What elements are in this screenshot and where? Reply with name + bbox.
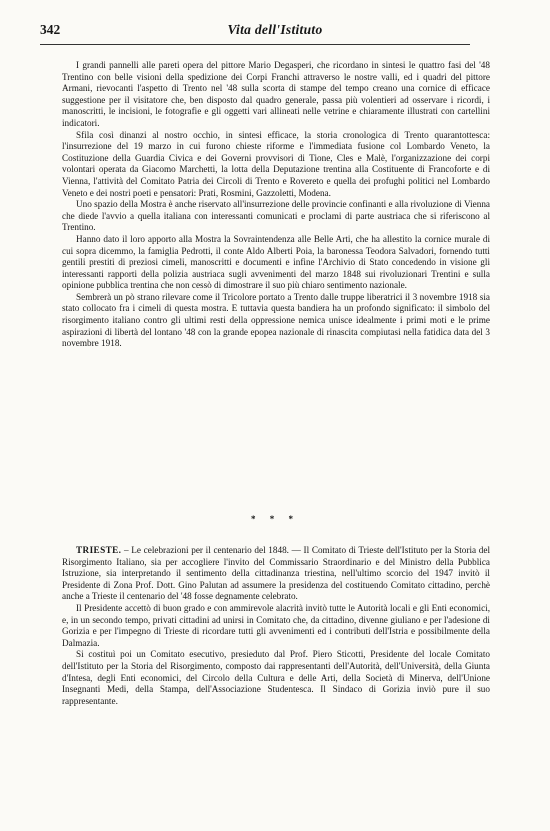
paragraph: Uno spazio della Mostra è anche riservato all'insurrezione delle provincie confinanti e alla rivoluzione di Vienna che diede l'avvio a quella italiana con interessanti comunicati e proclami di parte austriaca che si riferiscono al Trentino. — [62, 199, 490, 233]
paragraph: I grandi pannelli alle pareti opera del pittore Mario Degasperi, che ricordano in sintesi le quattro fasi del '48 Trentino con belle visioni della spedizione dei Corpi Franchi attraverso le nostre valli, ed i quadri del pittore Armani, rievocanti l'aspetto di Trento nel '48 sulla scorta di stampe del tempo creano una cornice di efficace suggestione per il visitatore che, ben disposto dal quadro generale, passa più volentieri ad osservare i ricordi, i manoscritti, le incisioni, le fotografie e gli oggetti vari allineati nelle vetrine e chiaramente illustrati con cartellini indicatori. — [62, 60, 490, 128]
page-number: 342 — [40, 22, 61, 37]
section-trieste — [62, 545, 490, 707]
paragraph: Sfila così dinanzi al nostro occhio, in sintesi efficace, la storia cronologica di Trento quarantottesca: l'insurrezione del 19 marzo in cui furono chieste riforme e l'immediata fusione col Lombardo Veneto, la Costituzione della Guardia Civica e dei Governi provvisori di Tione, Cles e Malè, l'organizzazione dei corpi volontari operata da Giacomo Marchetti, la lotta della Deputazione trentina alla Costituente di Francoforte e di Vienna, l'attività del Comitato Patria dei Circoli di Trento e Rovereto e quella dei profughi politici nel Lombardo Veneto e dei nostri poeti e pensatori: Prati, Rosmini, Gazzoletti, Modena. — [62, 129, 490, 198]
section-separator: * * * — [251, 514, 299, 524]
paragraph: Il Presidente accettò di buon grado e con ammirevole alacrità invitò tutte le Autorità locali e gli Enti economici, e, in un secondo tempo, privati cittadini ad unirsi in Comitato che, da cittadino, divenne giuliano e per l'adesione di Gorizia e per l'impegno di Trieste di ricordare tutti gli avvenimenti ed i contributi dell'Istria e possibilmente della Dalmazia. — [62, 602, 490, 648]
section-mostra-trento — [62, 60, 490, 350]
header-rule — [40, 44, 470, 45]
lead-text: – Le celebrazioni per il centenario del 1848. — Il Comitato di Trieste dell'Istituto per la Storia del Risorgimento Italiano, sia per accogliere l'invito del Commissario Straordinario e del Ministro della Pubblica Istruzione, sia interpretando il sentimento della cittadinanza triestina, nell'ultimo scorcio del 1947 invitò il Presidente di Zona Prof. Dott. Gino Palutan ad assumere la presidenza del costituendo Comitato cittadino, perchè anche a Trieste il centenario del '48 fosse degnamente celebrato. — [62, 545, 490, 602]
running-title: Vita dell'Istituto — [227, 22, 323, 37]
section-lead: TRIESTE. — [76, 545, 122, 555]
paragraph: Sembrerà un pò strano rilevare come il Tricolore portato a Trento dalle truppe liberatrici il 3 novembre 1918 sia stato collocato fra i cimeli di questa mostra. E tuttavia questa bandiera ha un profondo significato: il simbolo del risorgimento italiano contro gli ultimi resti della oppressione nemica unisce idealmente i primi moti e le prime aspirazioni di libertà del lontano '48 con la grande epopea nazionale di rinascita compiutasi nella fatidica data del 3 novembre 1918. — [62, 291, 490, 349]
lead-paragraph — [62, 545, 490, 603]
paragraph: Si costituì poi un Comitato esecutivo, presieduto dal Prof. Piero Sticotti, Presidente del locale Comitato dell'Istituto per la Storia del Risorgimento, composto dai rappresentanti dell'Autorità, dell'Università, della Giunta d'Intesa, degli Enti economici, del Circolo della Cultura e delle Arti, della Società di Minerva, dell'Unione Insegnanti Medi, della Stampa, dell'Associazione Studentesca. Il Sindaco di Gorizia inviò pure il suo rappresentante. — [62, 649, 490, 706]
paragraph: Hanno dato il loro apporto alla Mostra la Sovraintendenza alle Belle Arti, che ha allestito la cornice murale di cui sopra dicemmo, la famiglia Pedrotti, il conte Aldo Alberti Poia, la baronessa Teodora Salvadori, fornendo tutti gentili prestiti di preziosi cimeli, manoscritti e documenti e infine l'Archivio di Stato concedendo in visione gli interessanti rapporti della polizia austriaca sugli avvenimenti del marzo 1848 sui rivoluzionari Trentini e sulla opinione pubblica trentina che non cessò di dimostrare il suo più chiaro sentimento nazionale. — [62, 233, 490, 291]
running-header — [40, 22, 510, 44]
